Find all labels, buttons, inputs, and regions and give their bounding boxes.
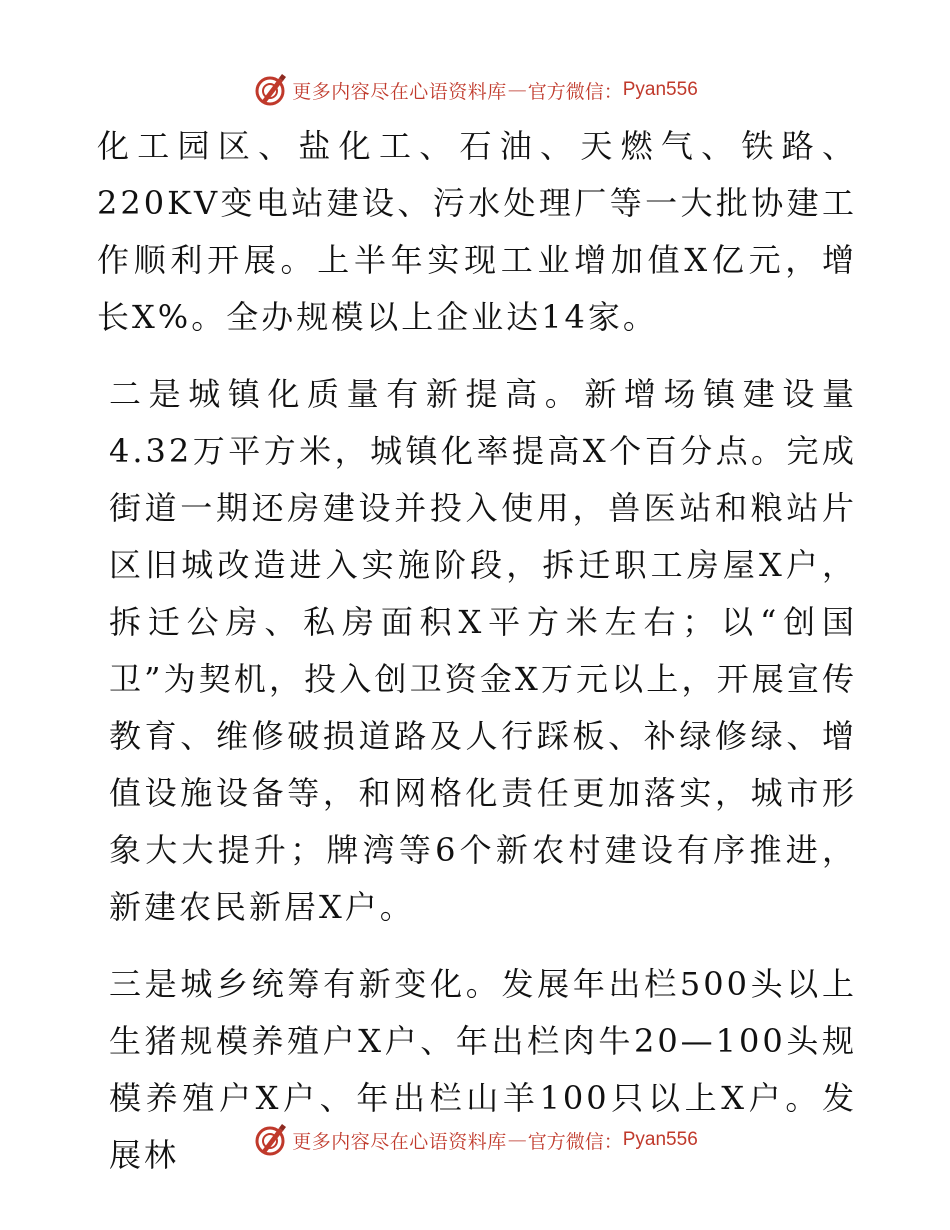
pen-in-circle-icon [252,72,288,108]
banner-wechat-label: 官方微信： [527,1130,623,1153]
pen-in-circle-icon [252,1122,288,1158]
banner-main-text: 更多内容尽在心语资料库 [292,1130,507,1153]
document-body [97,118,857,1184]
paragraph-1: 化工园区、盐化工、石油、天燃气、铁路、220KV变电站建设、污水处理厂等一大批协建工作顺利开展。上半年实现工业增加值X亿元，增长X%。全办规模以上企业达14家。 [97,127,857,336]
banner-wechat-handle: Pyan556 [622,79,698,100]
banner-wechat-label: 官方微信： [527,80,623,103]
footer-banner [0,1120,950,1160]
banner-wechat-handle: Pyan556 [622,1129,698,1150]
banner-separator: — [507,79,527,101]
paragraph-2: 二是城镇化质量有新提高。新增场镇建设量4.32万平方米，城镇化率提高X个百分点。完成街道一期还房建设并投入使用，兽医站和粮站片区旧城改造进入实施阶段，拆迁职工房屋X户，拆迁公房、私房面积X平方米左右；以“创国卫”为契机，投入创卫资金X万元以上，开展宣传教育、维修破损道路及人行踩板、补绿修绿、增值设施设备等，和网格化责任更加落实，城市形象大大提升；牌湾等6个新农村建设有序推进，新建农民新居X户。 [109,375,857,926]
paragraph-3: 三是城乡统筹有新变化。发展年出栏500头以上生猪规模养殖户X户、年出栏肉牛20—100头规模养殖户X户、年出栏山羊100只以上X户。发展林 [109,965,857,1174]
banner-main-text: 更多内容尽在心语资料库 [292,80,507,103]
header-banner [0,70,950,110]
banner-separator: — [507,1129,527,1151]
